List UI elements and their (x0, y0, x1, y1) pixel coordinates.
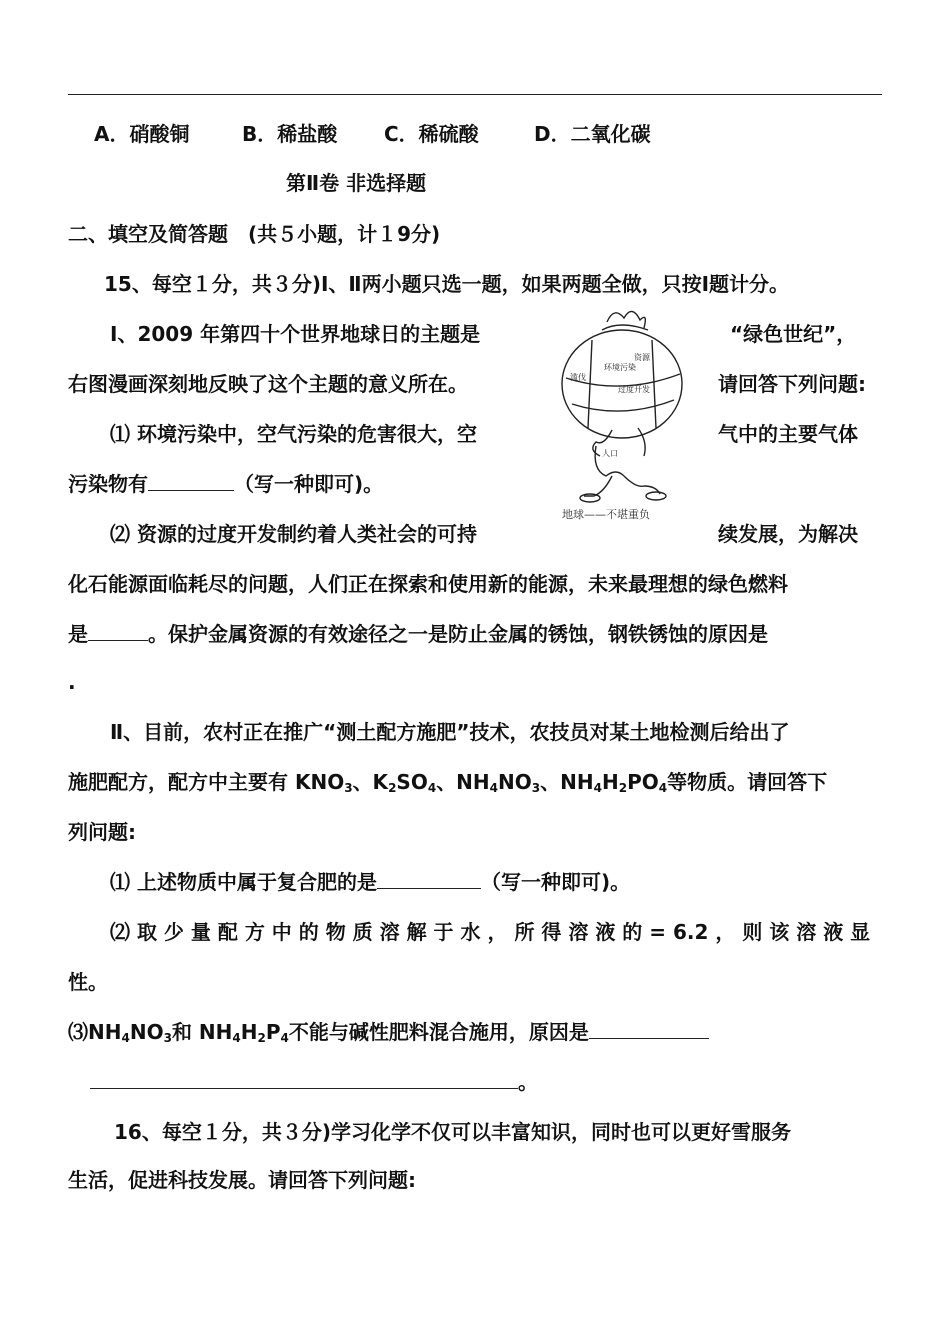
q15ii-p2-h: PO (627, 770, 659, 794)
answer-blank-pollutant[interactable] (148, 472, 234, 491)
q15-header: 15、每空１分，共３分)Ⅰ、Ⅱ两小题只选一题，如果两题全做，只按Ⅰ题计分。 (104, 272, 790, 296)
q15ii-p8 (90, 1068, 538, 1096)
q15ii-p7-b: NO (129, 1020, 164, 1044)
sub: 2 (388, 781, 397, 795)
q15-p7 (68, 620, 768, 648)
earth-sack (562, 330, 682, 438)
q15-p2-left: 右图漫画深刻地反映了这个主题的意义所在。 (68, 372, 468, 396)
sub: 4 (658, 781, 668, 795)
label-deforest: 滥伐 (570, 373, 586, 382)
q15ii-p8-end: 。 (518, 1070, 538, 1094)
leg-left (584, 476, 612, 496)
q15-p1-left: Ⅰ、2009 年第四十个世界地球日的主题是 (110, 322, 481, 346)
leg-right (624, 476, 660, 494)
q15-p7-b: 。保护金属资源的有效途径之一是防止金属的锈蚀，钢铁锈蚀的原因是 (148, 622, 768, 646)
option-c: C．稀硫酸 (384, 122, 479, 146)
label-overdev: 过度开发 (618, 385, 650, 394)
q15-p2-right: 请回答下列问题: (718, 372, 866, 396)
q15-p3-left: ⑴ 环境污染中，空气污染的危害很大，空 (110, 422, 477, 446)
q15ii-p2 (68, 768, 827, 796)
sub: 4 (280, 1031, 289, 1045)
section-heading: 二、填空及简答题 (共５小题，计１9分) (68, 222, 441, 246)
q15ii-p2-d: 、NH (436, 770, 490, 794)
q15ii-p1: Ⅱ、目前，农村正在推广“测土配方施肥”技术，农技员对某土地检测后给出了 (110, 720, 790, 744)
q15-p4-a: 污染物有 (68, 472, 148, 496)
q15-p1-right: “绿色世纪”， (730, 322, 857, 346)
q15ii-p7-f: 不能与碱性肥料混合施用，原因是 (288, 1020, 589, 1044)
sub: 2 (618, 781, 628, 795)
q15ii-p2-i: 等物质。请回答下 (667, 770, 828, 794)
q15ii-p7-c: 和 NH (171, 1020, 233, 1044)
answer-blank-reason-cont[interactable] (90, 1070, 518, 1089)
answer-blank-compound-fertilizer[interactable] (377, 870, 481, 889)
q15ii-p4 (110, 868, 630, 896)
q15-p4-b: （写一种即可)。 (234, 472, 384, 496)
q15ii-p2-b: 、K (352, 770, 389, 794)
q15ii-p2-e: NO (498, 770, 532, 794)
answer-blank-reason[interactable] (589, 1020, 709, 1039)
q15-p8: . (68, 670, 76, 694)
label-pollution: 环境污染 (604, 363, 636, 372)
sub: 3 (531, 781, 541, 795)
volume-title: 第Ⅱ卷 非选择题 (286, 171, 427, 195)
q16-p1: 16、每空１分，共３分)学习化学不仅可以丰富知识，同时也可以更好雪服务 (114, 1120, 791, 1144)
earth-burden-cartoon (552, 300, 692, 525)
q15-p7-a: 是 (68, 622, 88, 646)
q15ii-p3: 列问题: (68, 820, 136, 844)
label-resource: 资源 (634, 353, 650, 362)
arm-right (638, 428, 645, 456)
sub: 4 (489, 781, 499, 795)
sub: 3 (344, 781, 353, 795)
q15-p6: 化石能源面临耗尽的问题，人们正在探索和使用新的能源，未来最理想的绿色燃料 (68, 572, 788, 596)
q15ii-p7-e: P (265, 1020, 281, 1044)
q15ii-p4-b: （写一种即可)。 (480, 870, 631, 894)
q15-p5-left: ⑵ 资源的过度开发制约着人类社会的可持 (110, 522, 477, 546)
q15ii-p2-a: 施肥配方，配方中主要有 KNO (68, 770, 345, 794)
label-population: 人口 (602, 449, 618, 458)
sub: 4 (232, 1031, 241, 1045)
q15ii-p5: ⑵ 取 少 量 配 方 中 的 物 质 溶 解 于 水 ， 所 得 溶 液 的 = 6.2 ， 则 该 溶 液 显 (110, 920, 871, 944)
sub: 4 (121, 1031, 130, 1045)
answer-blank-fuel[interactable] (88, 622, 148, 641)
option-b: B．稀盐酸 (242, 122, 338, 146)
option-a: A．硝酸铜 (94, 122, 190, 146)
q15-p3-right: 气中的主要气体 (718, 422, 858, 446)
cartoon-caption: 地球——不堪重负 (562, 508, 650, 521)
sub: 4 (427, 781, 437, 795)
q15ii-p7-a: ⑶NH (68, 1020, 122, 1044)
q15ii-p2-g: H (601, 770, 619, 794)
top-rule (68, 94, 882, 95)
q15ii-p2-c: SO (396, 770, 428, 794)
q15ii-p6: 性。 (68, 970, 108, 994)
q15ii-p7-d: H (240, 1020, 258, 1044)
q15-p4 (68, 470, 383, 498)
option-d: D．二氧化碳 (534, 122, 651, 146)
q15-p5-right: 续发展，为解决 (718, 522, 858, 546)
sub: 4 (593, 781, 602, 795)
q15ii-p4-a: ⑴ 上述物质中属于复合肥的是 (110, 870, 377, 894)
sub: 3 (163, 1031, 172, 1045)
q15ii-p2-f: 、NH (540, 770, 594, 794)
q16-p2: 生活，促进科技发展。请回答下列问题: (68, 1168, 416, 1192)
q15ii-p7 (68, 1018, 709, 1046)
sub: 2 (257, 1031, 266, 1045)
